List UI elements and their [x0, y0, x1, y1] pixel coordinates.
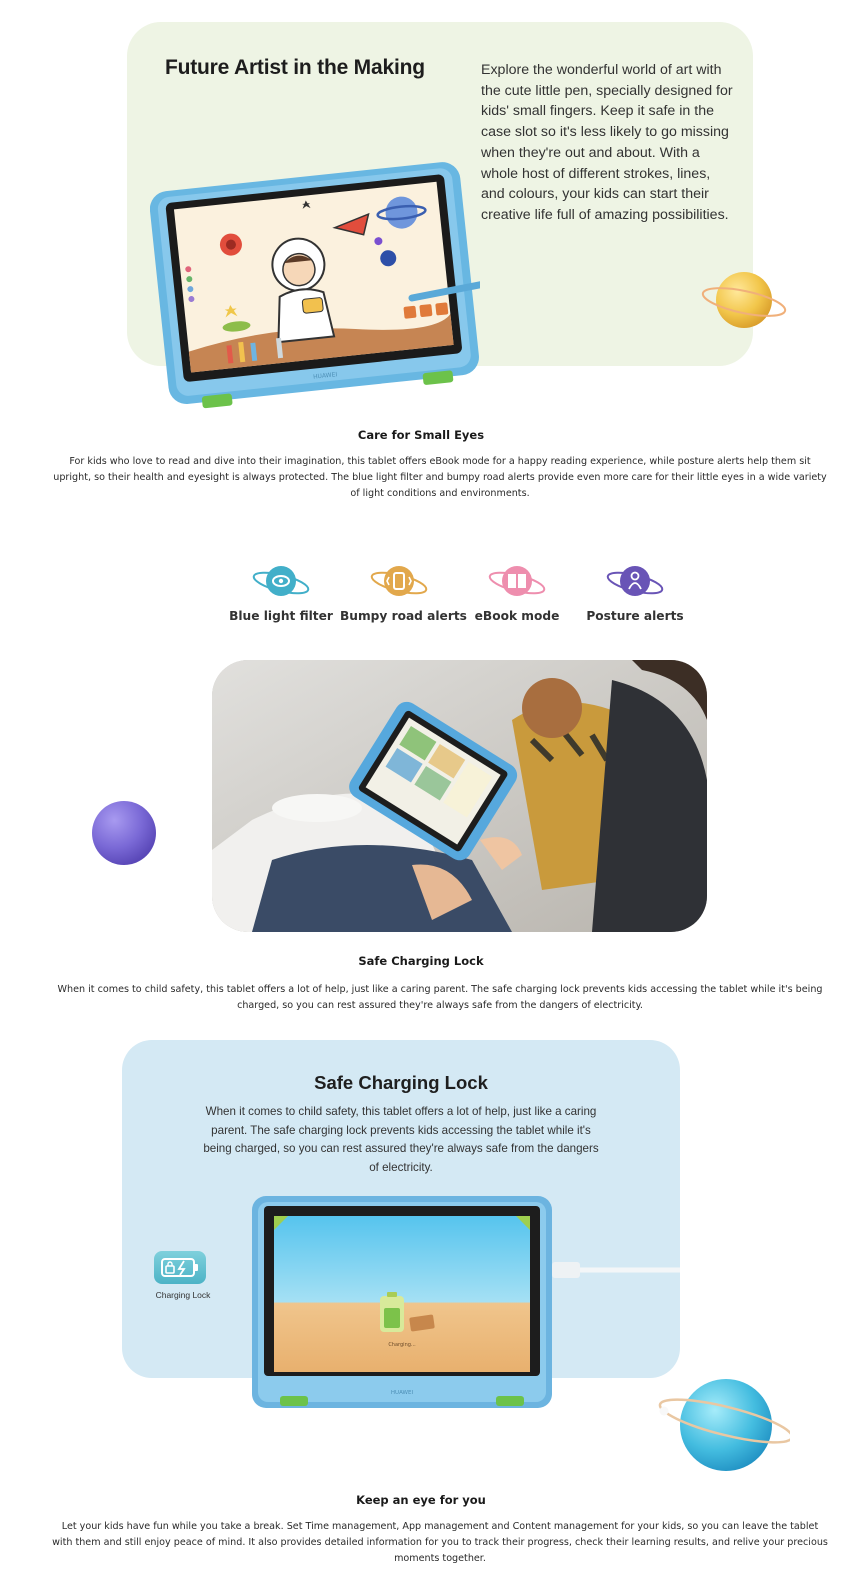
battery-lock-icon — [154, 1251, 206, 1284]
charging-description: When it comes to child safety, this tablet offers a lot of help, just like a caring parent. The safe charging lock prevents kids accessing the tablet while it's being charged, so you can rest assured they're always safe from the dangers of electricity. — [57, 984, 823, 1011]
charging-lock-badge-label: Charging Lock — [155, 1290, 211, 1300]
eyes-title: Care for Small Eyes — [357, 428, 485, 442]
keep-eye-title: Keep an eye for you — [356, 1493, 486, 1507]
charging-title: Safe Charging Lock — [358, 954, 484, 968]
feature-ebook-mode — [458, 561, 576, 623]
charging-lock-badge — [154, 1251, 206, 1284]
feature-posture-alerts — [576, 561, 694, 623]
charging-lock-description: When it comes to child safety, this tablet offers a lot of help, just like a caring parent. The safe charging lock prevents kids accessing the tablet while it's being charged, so you can rest assured they're always safe from the dangers of electricity. — [203, 1105, 599, 1174]
charging-tablet-brand: HUAWEI — [390, 1390, 414, 1396]
posture-planet-icon — [604, 561, 666, 601]
artist-description: Explore the wonderful world of art with the cute little pen, specially designed for kids' small fingers. Keep it safe in the case slot so it's less likely to go missing when they're out and about. With a whole host of different strokes, lines, and colours, your kids can start their creative life full of amazing possibilities. — [481, 62, 733, 223]
tablet-charging-status: Charging... — [388, 1342, 416, 1348]
yellow-planet-decoration — [700, 268, 788, 336]
feature-label: Blue light filter — [229, 609, 333, 623]
parent-child-tablet-photo — [212, 660, 707, 932]
artist-heading: Future Artist in the Making — [165, 56, 425, 79]
feature-blue-light-filter — [222, 561, 340, 623]
eye-planet-icon — [250, 561, 312, 601]
shake-planet-icon — [368, 561, 430, 601]
charging-lock-heading: Safe Charging Lock — [314, 1072, 488, 1093]
purple-ball-decoration — [91, 800, 157, 866]
feature-label: Bumpy road alerts — [340, 609, 467, 623]
drawing-tablet-image — [150, 148, 480, 410]
artist-tablet-brand: HUAWEI — [312, 371, 338, 381]
charging-tablet-image — [252, 1196, 680, 1418]
feature-bumpy-road-alerts — [340, 561, 467, 623]
book-planet-icon — [486, 561, 548, 601]
feature-label: eBook mode — [474, 609, 560, 623]
blue-planet-decoration — [650, 1377, 790, 1477]
feature-label: Posture alerts — [586, 609, 684, 623]
keep-eye-description: Let your kids have fun while you take a break. Set Time management, App management and Content management for your kids, so you can leave the tablet with them and still enjoy peace of mind. It also provides detailed information for you to track their progress, check their learning results, and relive your precious moments together. — [52, 1521, 828, 1564]
eyes-description: For kids who love to read and dive into their imagination, this tablet offers eBook mode for a happy reading experience, while posture alerts help them sit upright, so their health and eyesight is always protected. The blue light filter and bumpy road alerts provide even more care for their little eyes in a wide variety of light conditions and environments. — [53, 456, 827, 499]
